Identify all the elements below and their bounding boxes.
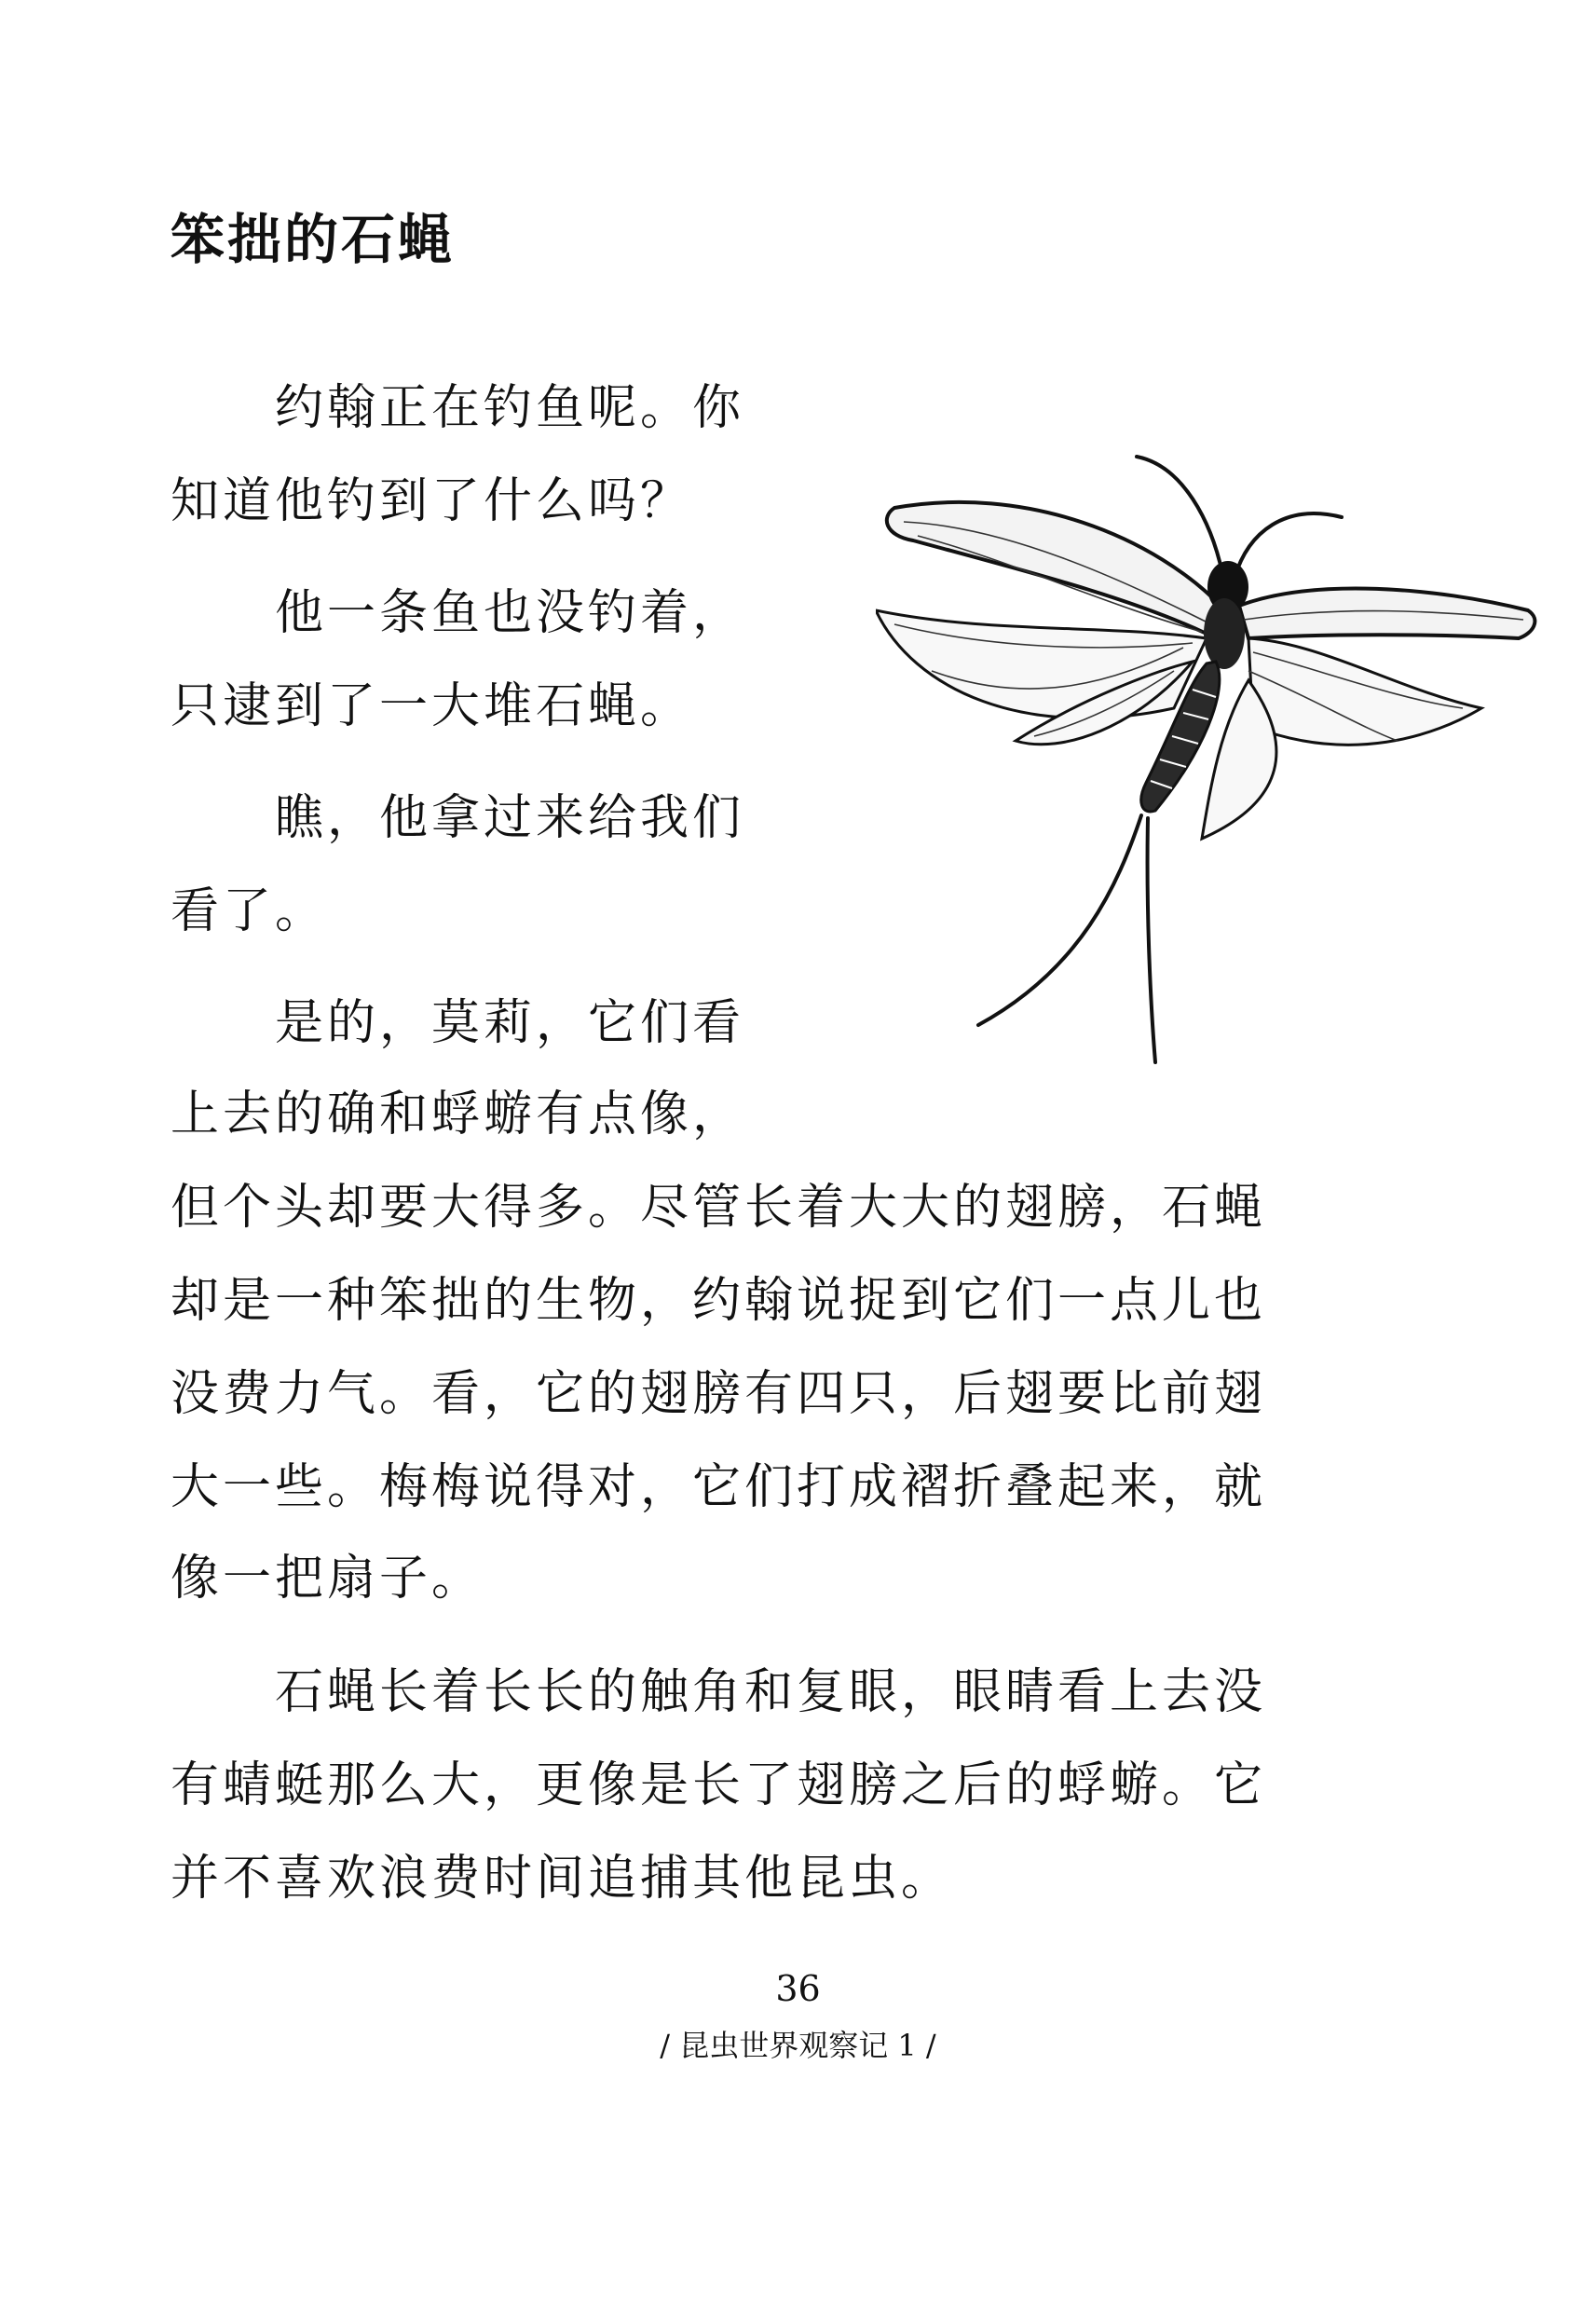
stonefly-illustration: [876, 447, 1547, 1081]
body-line-4: 只逮到了一大堆石蝇。: [171, 678, 693, 734]
body-line-7: 是的，莫莉，它们看: [171, 995, 745, 1051]
body-line-9: 但个头却要大得多。尽管长着大大的翅膀，石蝇: [171, 1180, 1267, 1236]
body-line-6: 看了。: [171, 883, 328, 939]
body-line-2: 知道他钓到了什么吗？: [171, 473, 693, 529]
body-line-8: 上去的确和蜉蝣有点像，: [171, 1087, 745, 1142]
page-number: 36: [775, 1968, 821, 2009]
body-line-16: 并不喜欢浪费时间追捕其他昆虫。: [171, 1851, 954, 1907]
body-line-10: 却是一种笨拙的生物，约翰说捉到它们一点儿也: [171, 1273, 1267, 1329]
chapter-title: 笨拙的石蝇: [171, 208, 456, 271]
body-line-13: 像一把扇子。: [171, 1551, 484, 1607]
body-line-15: 有蜻蜓那么大，更像是长了翅膀之后的蜉蝣。它: [171, 1757, 1267, 1813]
body-line-3: 他一条鱼也没钓着，: [171, 585, 745, 641]
body-line-1: 约翰正在钓鱼呢。你: [171, 380, 745, 436]
running-footer: / 昆虫世界观察记 1 /: [660, 2028, 936, 2063]
body-line-14: 石蝇长着长长的触角和复眼，眼睛看上去没: [171, 1664, 1267, 1720]
body-line-11: 没费力气。看，它的翅膀有四只，后翅要比前翅: [171, 1366, 1267, 1422]
body-line-5: 瞧，他拿过来给我们: [171, 790, 745, 846]
body-line-12: 大一些。梅梅说得对，它们打成褶折叠起来，就: [171, 1459, 1267, 1515]
